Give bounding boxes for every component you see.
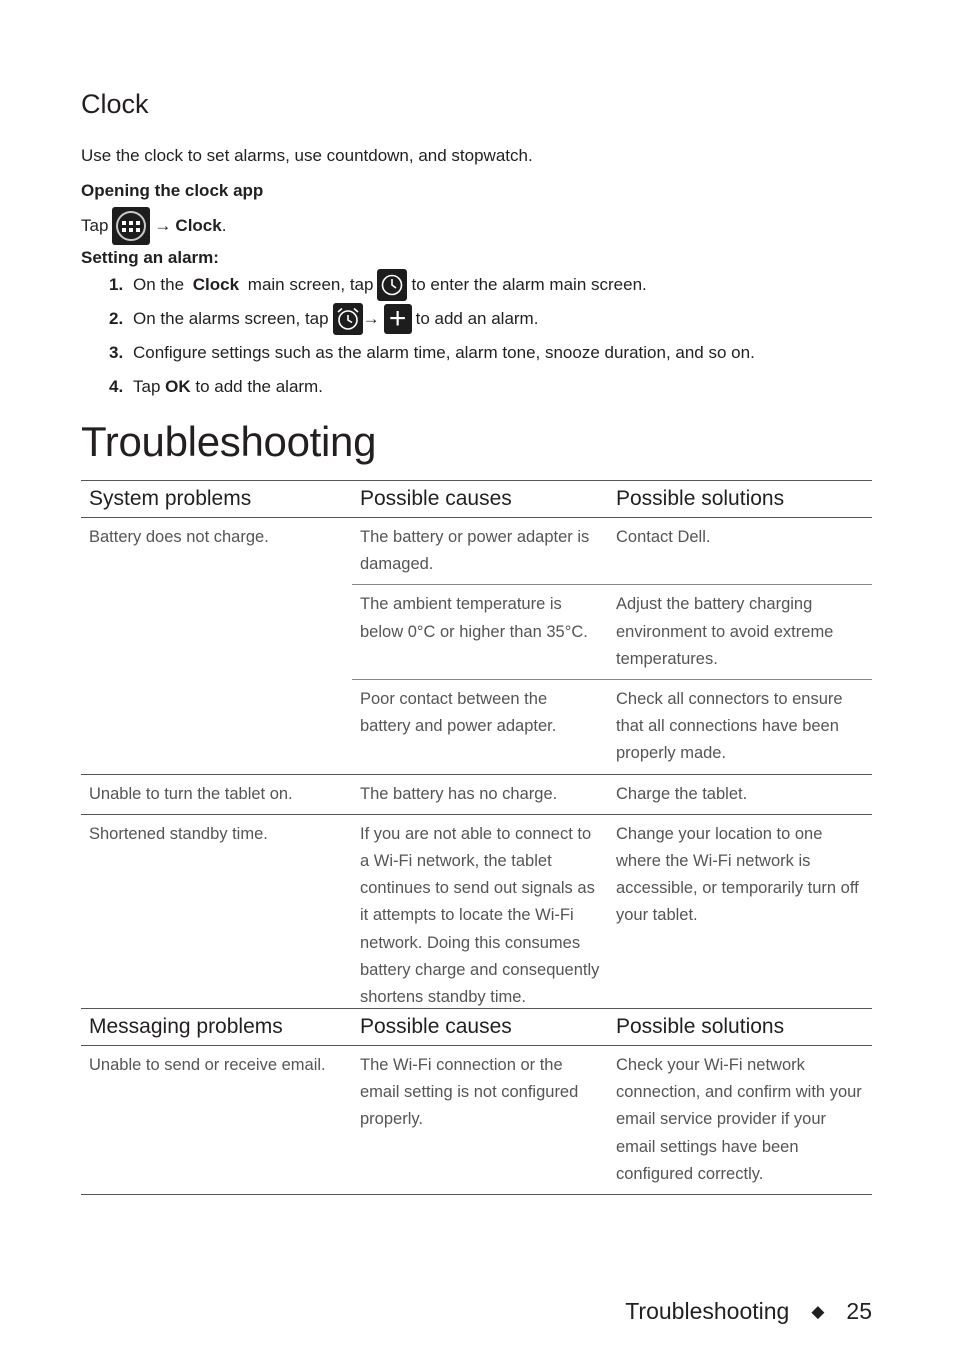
step-bold: Clock [192, 275, 240, 294]
cause-cell: The battery has no charge. [352, 774, 608, 814]
clock-heading: Clock [81, 89, 149, 119]
alarm-clock-icon [333, 303, 363, 335]
step-4 [109, 370, 755, 404]
problem-cell: Battery does not charge. [89, 528, 269, 546]
step-text: Configure settings such as the alarm time, alarm tone, snooze duration, and so on. [133, 343, 755, 362]
messaging-problems-table [81, 1008, 872, 1195]
setting-alarm-heading: Setting an alarm: [81, 248, 219, 267]
page-number: 25 [846, 1298, 872, 1324]
table-row [81, 774, 872, 814]
problem-cell [81, 585, 352, 680]
step-bold: OK [165, 377, 191, 396]
solution-cell: Change your location to one where the Wi-Fi network is accessible, or temporarily turn off your tablet. [608, 814, 872, 1017]
problem-cell: Shortened standby time. [81, 814, 352, 1017]
cause-cell: If you are not able to connect to a Wi-Fi network, the tablet continues to send out signals as it attempts to locate the Wi-Fi network. Doing this consumes battery charge and consequently shortens standby time. [352, 814, 608, 1017]
column-header: Possible causes [352, 481, 608, 518]
tap-word: Tap [81, 216, 109, 235]
clock-icon [377, 269, 407, 301]
cause-cell: The ambient temperature is below 0°C or higher than 35°C. [352, 585, 608, 680]
clock-intro: Use the clock to set alarms, use countdown, and stopwatch. [81, 146, 533, 165]
step-2 [109, 302, 755, 336]
alarm-steps [109, 268, 755, 404]
table-row [81, 585, 872, 680]
apps-icon [112, 207, 150, 245]
step-text: to enter the alarm main screen. [411, 275, 647, 294]
solution-cell: Check all connectors to ensure that all connections have been properly made. [608, 680, 872, 775]
troubleshooting-heading: Troubleshooting [81, 418, 377, 465]
column-header: Possible solutions [608, 1009, 872, 1046]
period: . [221, 216, 227, 235]
problem-cell [81, 680, 352, 775]
step-text: On the [133, 275, 189, 294]
arrow: → [154, 216, 172, 235]
solution-cell: Adjust the battery charging environment to avoid extreme temperatures. [608, 585, 872, 680]
problem-cell: Unable to turn the tablet on. [81, 774, 352, 814]
footer-section-title: Troubleshooting [625, 1298, 790, 1324]
open-clock-instruction [81, 207, 226, 245]
cause-cell: The Wi-Fi connection or the email setting is not configured properly. [352, 1046, 608, 1195]
table-row [81, 518, 872, 585]
problem-cell: Unable to send or receive email. [81, 1046, 352, 1195]
cause-cell: The battery or power adapter is damaged. [360, 528, 590, 574]
column-header: Messaging problems [81, 1009, 352, 1046]
table-row [81, 1046, 872, 1195]
column-header: System problems [81, 481, 352, 518]
step-3 [109, 336, 755, 370]
step-number: 3. [109, 343, 124, 362]
step-number: 4. [109, 377, 124, 396]
table-row [81, 680, 872, 775]
clock-label: Clock [175, 216, 222, 235]
system-problems-table [81, 480, 872, 1017]
page-footer [625, 1298, 872, 1325]
arrow: → [362, 309, 380, 328]
step-1 [109, 268, 755, 302]
step-text: to add the alarm. [190, 377, 323, 396]
step-text: Tap [133, 377, 166, 396]
step-number: 2. [109, 309, 124, 328]
solution-cell: Charge the tablet. [608, 774, 872, 814]
column-header: Possible solutions [608, 481, 872, 518]
step-number: 1. [109, 275, 124, 294]
plus-icon: + [384, 304, 412, 334]
step-text: main screen, tap [243, 275, 374, 294]
step-text: On the alarms screen, tap [133, 309, 329, 328]
solution-cell: Contact Dell. [616, 528, 711, 546]
cause-cell: Poor contact between the battery and power adapter. [352, 680, 608, 775]
diamond-icon: ◆ [811, 1301, 825, 1321]
step-text: to add an alarm. [415, 309, 539, 328]
column-header: Possible causes [352, 1009, 608, 1046]
opening-clock-heading: Opening the clock app [81, 181, 264, 200]
solution-cell: Check your Wi-Fi network connection, and confirm with your email service provider if your email settings have been configured correctly. [608, 1046, 872, 1195]
table-row [81, 814, 872, 1017]
